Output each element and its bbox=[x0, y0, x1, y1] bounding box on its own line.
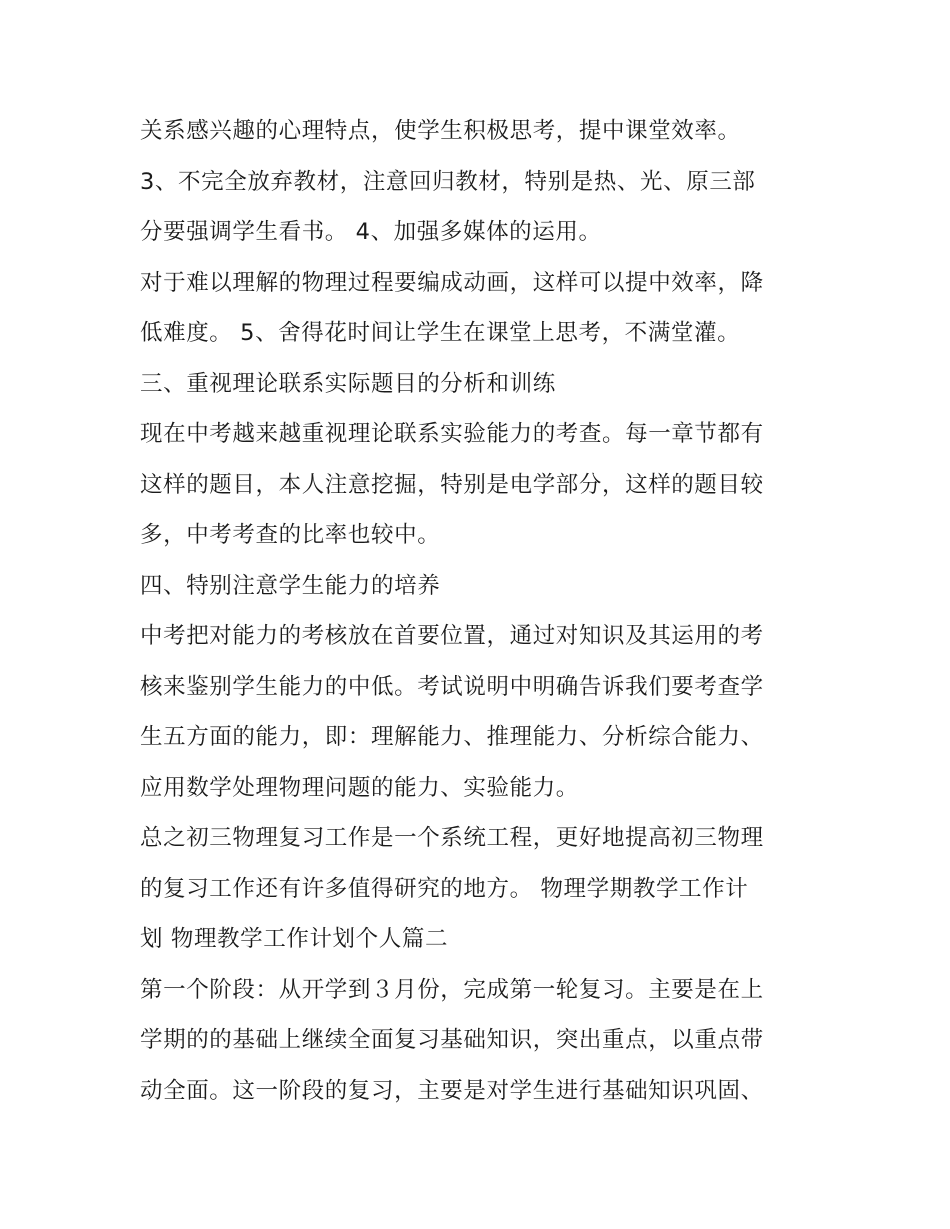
document-body bbox=[140, 106, 820, 1116]
text-line: 这样的题目，本人注意挖掘，特别是电学部分，这样的题目较 bbox=[140, 471, 764, 498]
text-line: 总之初三物理复习工作是一个系统工程，更好地提高初三物理 bbox=[140, 825, 764, 851]
text-line: 生五方面的能力，即：理解能力、推理能力、分析综合能力、 bbox=[140, 724, 764, 750]
text-line: 多，中考考查的比率也较中。 bbox=[140, 522, 441, 548]
text-line: 应用数学处理物理问题的能力、实验能力。 bbox=[140, 774, 579, 801]
text-line: 关系感兴趣的心理特点，使学生积极思考，提中课堂效率。 bbox=[140, 118, 741, 144]
section-heading-4: 四、特别注意学生能力的培养 bbox=[140, 572, 441, 599]
text-line: 第一个阶段：从开学到３月份，完成第一轮复习。主要是在上 bbox=[140, 976, 764, 1003]
text-line: 动全面。这一阶段的复习，主要是对学生进行基础知识巩固、 bbox=[140, 1077, 764, 1104]
text-line: 低难度。 5、舍得花时间让学生在课堂上思考，不满堂灌。 bbox=[140, 320, 741, 346]
text-line: 核来鉴别学生能力的中低。考试说明中明确告诉我们要考查学 bbox=[140, 673, 764, 700]
text-line: 划 物理教学工作计划个人篇二 bbox=[140, 926, 449, 952]
text-line: 学期的的基础上继续全面复习基础知识，突出重点，以重点带 bbox=[140, 1027, 764, 1053]
text-line: 现在中考越来越重视理论联系实验能力的考查。每一章节都有 bbox=[140, 421, 764, 447]
text-line: 分要强调学生看书。 4、加强多媒体的运用。 bbox=[140, 219, 602, 245]
text-line: 3、不完全放弃教材，注意回归教材，特别是热、光、原三部 bbox=[140, 168, 756, 195]
section-heading-3: 三、重视理论联系实际题目的分析和训练 bbox=[140, 370, 556, 397]
text-line: 的复习工作还有许多值得研究的地方。 物理学期教学工作计 bbox=[140, 875, 749, 902]
text-line: 对于难以理解的物理过程要编成动画，这样可以提中效率，降 bbox=[140, 269, 764, 296]
text-line: 中考把对能力的考核放在首要位置，通过对知识及其运用的考 bbox=[140, 623, 764, 649]
